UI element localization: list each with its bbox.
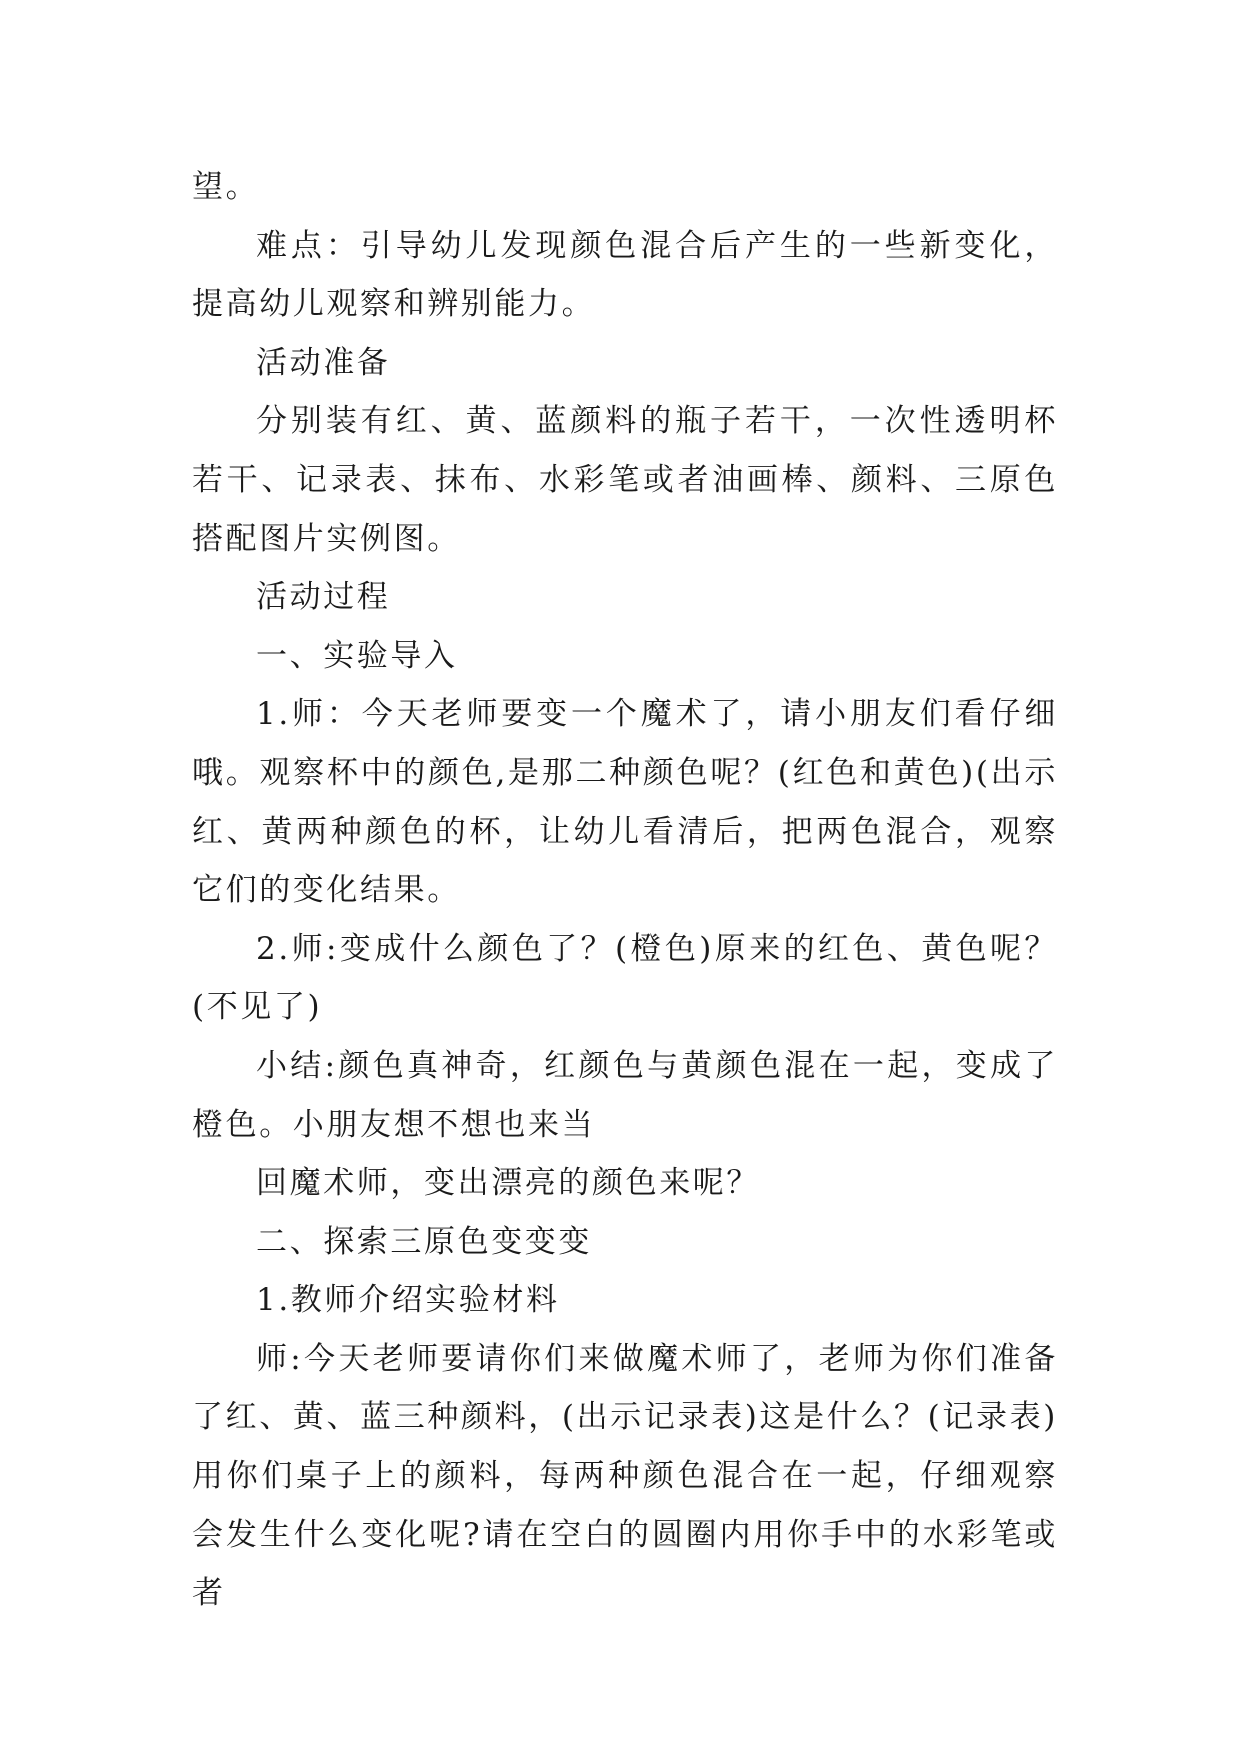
section-heading-preparation: 活动准备 bbox=[256, 344, 391, 381]
subsection-heading-2: 二、探索三原色变变变 bbox=[256, 1223, 592, 1260]
document-body bbox=[192, 158, 1058, 1623]
paragraph-12: 1.教师介绍实验材料 bbox=[256, 1282, 560, 1319]
paragraph-7: 1.师：今天老师要变一个魔术了，请小朋友们看仔细哦。观察杯中的颜色,是那二种颜色呢？(红色和黄色)(出示红、黄两种颜色的杯，让幼儿看清后，把两色混合，观察它们的变化结果。 bbox=[192, 696, 1058, 909]
paragraph-8: 2.师:变成什么颜色了？(橙色)原来的红色、黄色呢？(不见了) bbox=[192, 930, 1058, 1026]
paragraph-10: 回魔术师，变出漂亮的颜色来呢？ bbox=[256, 1165, 760, 1202]
paragraph-13: 师:今天老师要请你们来做魔术师了，老师为你们准备了红、黄、蓝三种颜料，(出示记录表)这是什么？(记录表)用你们桌子上的颜料，每两种颜色混合在一起，仔细观察会发生什么变化呢?请在空白的圆圈内用你手中的水彩笔或者 bbox=[192, 1340, 1058, 1612]
section-heading-process: 活动过程 bbox=[256, 579, 391, 616]
paragraph-4: 分别装有红、黄、蓝颜料的瓶子若干，一次性透明杯若干、记录表、抹布、水彩笔或者油画棒、颜料、三原色搭配图片实例图。 bbox=[192, 403, 1058, 557]
subsection-heading-1: 一、实验导入 bbox=[256, 637, 458, 674]
paragraph-2: 难点：引导幼儿发现颜色混合后产生的一些新变化，提高幼儿观察和辨别能力。 bbox=[192, 227, 1058, 323]
paragraph-9: 小结:颜色真神奇，红颜色与黄颜色混在一起，变成了橙色。小朋友想不想也来当 bbox=[192, 1047, 1058, 1143]
paragraph-1: 望。 bbox=[192, 169, 260, 205]
